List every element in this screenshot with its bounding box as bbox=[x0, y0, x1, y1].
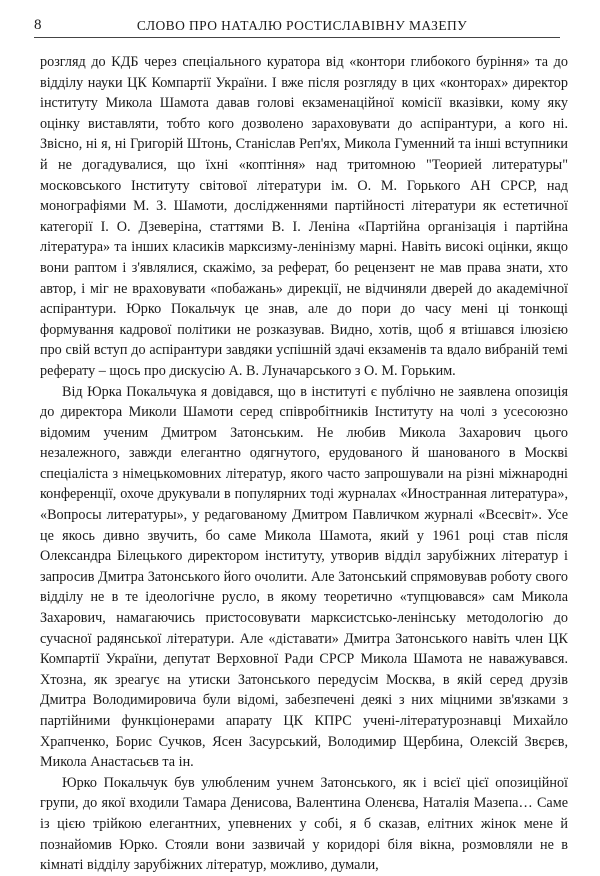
body-text bbox=[40, 52, 568, 874]
paragraph: Від Юрка Покальчука я довідався, що в інституті є публічно не заявлена опозиція до директора Миколи Шамоти серед співробітників Інституту на чолі з усесоюзно відомим ученим Дмитром Затонським. Не любив Микола Захарович цього незалежного, завжди елегантно одягнутого, ерудованого й шанованого в Москві спеціаліста з німецькомовних літератур, якого часто запрошували на різні міжнародні конференції, охоче друкували в популярних тоді журналах «Иностранная литература», «Вопросы литературы», у редагованому Дмитром Павличком журналі «Всесвіт». Усе це якось дивно звучить, бо саме Микола Шамота, який у 1961 році став після Олександра Білецького директором інституту, утворив відділ зарубіжних літератур і запросив Дмитра Затонського його очолити. Але Затонський спрямовував роботу свого відділу не в те ідеологічне русло, в якому теоретично «тупцювався» сам Микола Захарович, намагаючись пристосовувати марксистсько-ленінську методологію до сучасної радянської літератури. Але «діставати» Дмитра Затонського навіть член ЦК Компартії України, депутат Верховної Ради СРСР Микола Шамота не наважувався. Хтозна, як зреагує на утиски Затонського передусім Москва, в якій серед друзів Дмитра Володимировича були відомі, забезпечені деякі з них міцними зв'язками з партійними функціонерами апарату ЦК КПРС учені-літературознавці Михайло Храпченко, Борис Сучков, Ясен Засурський, Володимир Щербина, Олексій Звєрєв, Микола Анастасьєв та ін. bbox=[40, 383, 568, 771]
running-title: СЛОВО ПРО НАТАЛЮ РОСТИСЛАВІВНУ МАЗЕПУ bbox=[136, 18, 468, 33]
paragraph: розгляд до КДБ через спеціального куратора від «контори глибокого буріння» та до відділу науки ЦК Компартії України. І вже після розгляду в цих «конторах» директор інституту Микола Шамота давав голові екзаменаційної комісії вказівки, кому яку оцінку виставляти, тобто кого дозволено зараховувати до аспірантури, а кого ні. Звісно, ні я, ні Григорій Штонь, Станіслав Реп'ях, Микола Гуменний та інші вступники й не догадувалися, що їхні «коптіння» над тритомною "Теорией литературы" московського Інституту світової літератури ім. О. М. Горького АН СРСР, над монографіями М. З. Шамоти, дослідженнями партійності літератури як естетичної категорії І. О. Дзеверіна, статтями В. І. Леніна «Партійна організація і партійна література» та інших класиків марксизму-ленінізму марні. Навіть високі оцінки, якщо вони раптом і з'являлися, скажімо, за реферат, бо рецензент не мав права знати, хто автор, і міг не враховувати «побажань» дирекції, не відчиняли дверей до академічної аспірантури. Юрко Покальчук це знав, але до пори до часу мені ці тонкощі формування кадрової політики не розказував. Видно, хотів, щоб я втішався ілюзією про свій вступ до аспірантури завдяки успішній здачі екзаменів та вдало вибраній темі реферату – щось про дискусію А. В. Луначарського з О. М. Горьким. bbox=[40, 54, 568, 379]
page-number: 8 bbox=[34, 17, 42, 33]
running-header bbox=[34, 12, 560, 38]
paragraph: Юрко Покальчук був улюбленим учнем Затонського, як і всієї цієї опозиційної групи, до якої входили Тамара Денисова, Валентина Оленєва, Наталія Мазепа… Саме із цією трійкою елегантних, упевнених у собі, я б сказав, елітних жінок мене й познайомив Юрко. Стояли вони зазвичай у коридорі біля вікна, розмовляли не в кімнаті відділу зарубіжних літератур, можливо, думали, bbox=[40, 774, 568, 874]
